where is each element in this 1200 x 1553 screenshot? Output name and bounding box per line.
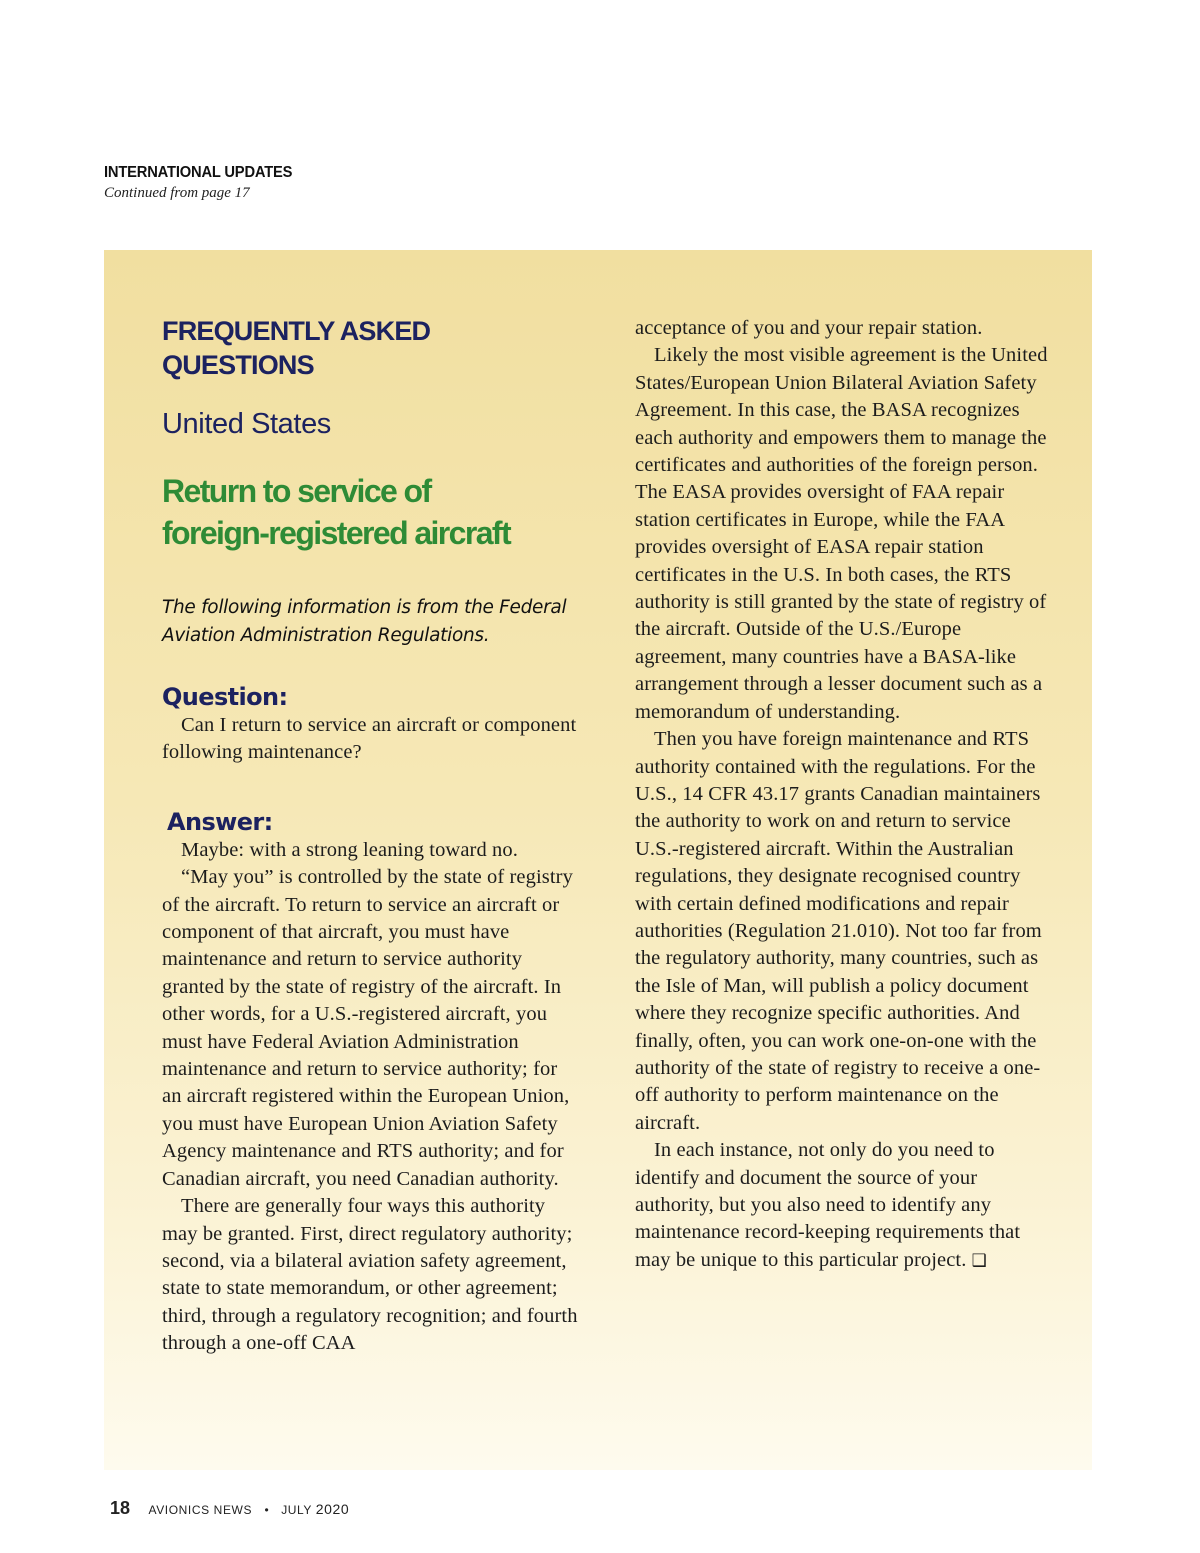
- final-paragraph-text: In each instance, not only do you need to identify and document the source of your authority, but you also need to identify any maintenance record-keeping requirements that may be unique to this particular project.: [635, 1139, 1021, 1271]
- page-number: 18: [110, 1498, 131, 1518]
- page-footer: [110, 1498, 349, 1519]
- answer-paragraph: There are generally four ways this authority may be granted. First, direct regulatory authority; second, via a bilateral aviation safety agreement, state to state memorandum, or other agreement; third, through a regulatory recognition; and fourth through a one-off CAA: [162, 1195, 578, 1355]
- intro-line-2: Aviation Administration Regulations.: [162, 625, 490, 646]
- country-heading: United States: [162, 408, 331, 440]
- answer-label: Answer:: [167, 807, 273, 836]
- issue-month: JULY: [281, 1503, 312, 1517]
- intro-line-1: The following information is from the Federal: [162, 597, 567, 618]
- left-column: [162, 314, 582, 1358]
- article-title: [162, 470, 582, 554]
- footer-separator: •: [264, 1503, 269, 1517]
- faq-heading: FREQUENTLY ASKED QUESTIONS: [162, 316, 431, 380]
- section-header: [104, 163, 309, 203]
- answer-paragraph: Then you have foreign maintenance and RTS authority contained with the regulations. For the U.S., 14 CFR 43.17 grants Canadian maintainers the authority to work on and return to service U.S.-registered aircraft. Within the Australian regulations, they designate recognised country with certain defined modifications and repair authorities (Regulation 21.010). Not too far from the regulatory authority, many countries, such as the Isle of Man, will publish a policy document where they recognize specific authorities. And finally, often, you can work one-on-one with the authority of the state of registry to receive a one-off authority to perform maintenance on the aircraft.: [635, 728, 1042, 1134]
- answer-paragraph: Maybe: with a strong leaning toward no.: [181, 838, 518, 861]
- question-text: Can I return to service an aircraft or component following maintenance?: [162, 714, 577, 764]
- issue-date: [281, 1503, 349, 1517]
- right-column: [635, 315, 1055, 1275]
- publication-name: AVIONICS NEWS: [148, 1503, 253, 1517]
- intro-text: [162, 594, 582, 650]
- answer-paragraph: Likely the most visible agreement is the United States/European Union Bilateral Aviation Safety Agreement. In this case, the BASA recognizes each authority and empowers them to manage the certificates and authorities of the foreign person. The EASA provides oversight of FAA repair station certificates in Europe, while the FAA provides oversight of EASA repair station certificates in the U.S. In both cases, the RTS authority is still granted by the state of registry of the aircraft. Outside of the U.S./Europe agreement, many countries have a BASA-like arrangement through a lesser document such as a memorandum of understanding.: [635, 344, 1048, 723]
- continued-note: Continued from page 17: [104, 185, 250, 201]
- answer-paragraph: “May you” is controlled by the state of registry of the aircraft. To return to service an aircraft or component of that aircraft, you must have maintenance and return to service authority granted by the state of registry of the aircraft. In other words, for a U.S.-registered aircraft, you must have Federal Aviation Administration maintenance and return to service authority; for an aircraft registered within the European Union, you must have European Union Aviation Safety Agency maintenance and RTS authority; and for Canadian aircraft, you need Canadian authority.: [162, 866, 573, 1190]
- article-title-line-2: foreign-registered aircraft: [162, 515, 511, 551]
- answer-paragraph-final: [635, 1137, 1055, 1275]
- article-title-line-1: Return to service of: [162, 473, 431, 509]
- answer-paragraph: acceptance of you and your repair station.: [635, 317, 983, 339]
- issue-year: 2020: [315, 1501, 350, 1517]
- end-mark-icon: ❑: [971, 1250, 988, 1271]
- section-title: INTERNATIONAL UPDATES: [104, 164, 293, 181]
- question-label: Question:: [162, 683, 288, 711]
